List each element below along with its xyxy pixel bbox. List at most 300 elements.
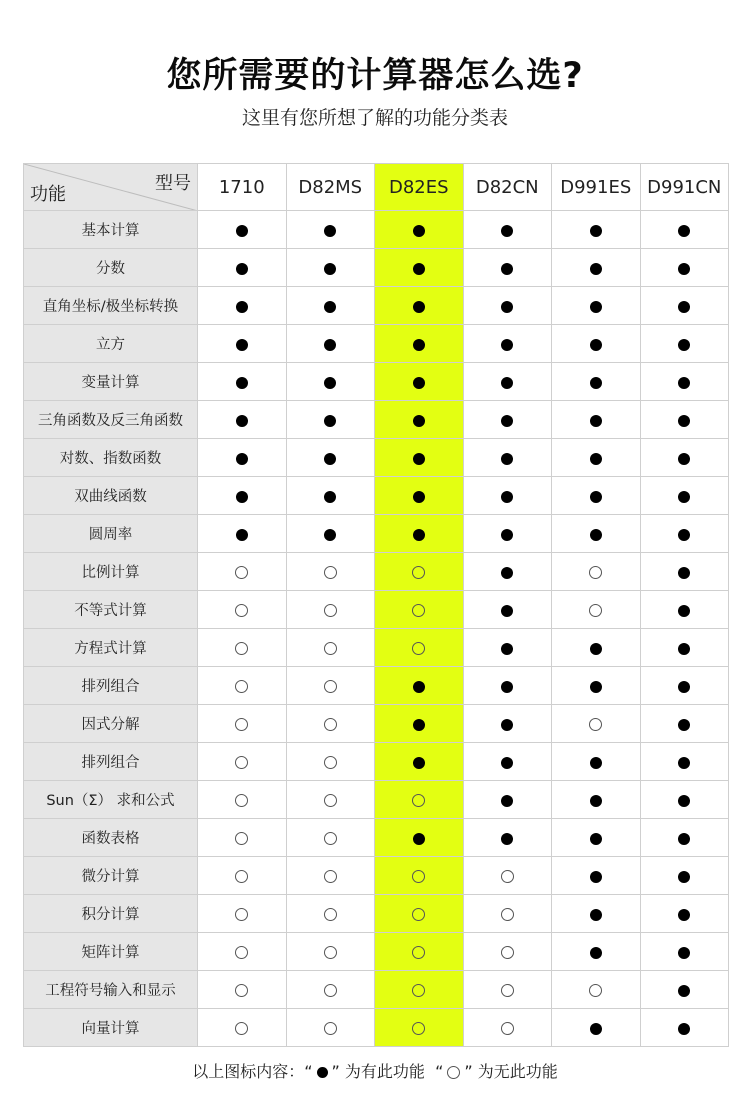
- mark-cell: [463, 287, 552, 325]
- mark-cell: [552, 591, 641, 629]
- mark-cell: [375, 401, 464, 439]
- table-row: [24, 819, 729, 857]
- mark-cell: [286, 439, 375, 477]
- empty-circle-icon: [324, 1022, 337, 1035]
- mark-cell: [463, 325, 552, 363]
- mark-cell: [375, 325, 464, 363]
- function-name: 不等式计算: [24, 591, 198, 629]
- mark-cell: [286, 629, 375, 667]
- filled-circle-icon: [501, 263, 513, 275]
- table-row: [24, 553, 729, 591]
- mark-cell: [286, 401, 375, 439]
- empty-circle-icon: [235, 566, 248, 579]
- mark-cell: [552, 781, 641, 819]
- function-name: 双曲线函数: [24, 477, 198, 515]
- empty-circle-icon: [324, 642, 337, 655]
- mark-cell: [640, 515, 729, 553]
- filled-circle-icon: [324, 263, 336, 275]
- table-body: [24, 211, 729, 1047]
- table-row: [24, 249, 729, 287]
- model-header-d991cn: D991CN: [640, 164, 729, 211]
- function-name: 函数表格: [24, 819, 198, 857]
- mark-cell: [198, 933, 287, 971]
- page-title: 您所需要的计算器怎么选?: [166, 56, 584, 96]
- filled-circle-icon: [236, 415, 248, 427]
- mark-cell: [198, 895, 287, 933]
- filled-circle-icon: [590, 909, 602, 921]
- mark-cell: [198, 819, 287, 857]
- legend-none-label: 为无此功能: [477, 1062, 558, 1081]
- mark-cell: [640, 553, 729, 591]
- function-name: 积分计算: [24, 895, 198, 933]
- filled-circle-icon: [590, 301, 602, 313]
- mark-cell: [286, 249, 375, 287]
- filled-circle-icon: [678, 871, 690, 883]
- filled-circle-icon: [324, 301, 336, 313]
- filled-circle-icon: [413, 225, 425, 237]
- filled-circle-icon: [590, 795, 602, 807]
- filled-circle-icon: [324, 491, 336, 503]
- empty-circle-icon: [324, 908, 337, 921]
- mark-cell: [463, 933, 552, 971]
- filled-circle-icon: [590, 377, 602, 389]
- mark-cell: [463, 591, 552, 629]
- filled-circle-icon: [678, 795, 690, 807]
- filled-circle-icon: [501, 605, 513, 617]
- empty-circle-icon: [324, 604, 337, 617]
- filled-circle-icon: [678, 225, 690, 237]
- empty-circle-icon: [324, 946, 337, 959]
- filled-circle-icon: [678, 757, 690, 769]
- feature-comparison-table: [23, 163, 729, 1047]
- function-name: 分数: [24, 249, 198, 287]
- filled-circle-icon: [590, 833, 602, 845]
- table-row: [24, 287, 729, 325]
- function-name: 微分计算: [24, 857, 198, 895]
- empty-circle-icon: [324, 794, 337, 807]
- mark-cell: [552, 325, 641, 363]
- mark-cell: [198, 629, 287, 667]
- mark-cell: [286, 971, 375, 1009]
- mark-cell: [198, 287, 287, 325]
- corner-function-label: 功能: [30, 184, 66, 205]
- function-name: 圆周率: [24, 515, 198, 553]
- mark-cell: [375, 249, 464, 287]
- function-name: Sun（Σ） 求和公式: [24, 781, 198, 819]
- function-name: 立方: [24, 325, 198, 363]
- mark-cell: [463, 477, 552, 515]
- mark-cell: [552, 667, 641, 705]
- function-name: 方程式计算: [24, 629, 198, 667]
- filled-circle-icon: [678, 605, 690, 617]
- empty-circle-icon: [501, 984, 514, 997]
- filled-circle-icon: [501, 795, 513, 807]
- mark-cell: [286, 325, 375, 363]
- filled-circle-icon: [590, 491, 602, 503]
- mark-cell: [640, 591, 729, 629]
- filled-circle-icon: [324, 339, 336, 351]
- table-row: [24, 1009, 729, 1047]
- filled-circle-icon: [413, 491, 425, 503]
- filled-circle-icon: [413, 529, 425, 541]
- filled-circle-icon: [590, 947, 602, 959]
- empty-circle-icon: [235, 870, 248, 883]
- mark-cell: [640, 629, 729, 667]
- filled-circle-icon: [324, 377, 336, 389]
- mark-cell: [286, 515, 375, 553]
- table-row: [24, 211, 729, 249]
- filled-circle-icon: [501, 833, 513, 845]
- filled-circle-icon: [324, 453, 336, 465]
- table-row: [24, 629, 729, 667]
- function-name: 基本计算: [24, 211, 198, 249]
- mark-cell: [463, 401, 552, 439]
- mark-cell: [552, 401, 641, 439]
- function-name: 工程符号输入和显示: [24, 971, 198, 1009]
- empty-circle-icon: [324, 680, 337, 693]
- filled-circle-icon: [501, 415, 513, 427]
- function-name: 排列组合: [24, 743, 198, 781]
- mark-cell: [552, 477, 641, 515]
- function-name: 直角坐标/极坐标转换: [24, 287, 198, 325]
- empty-circle-icon: [412, 604, 425, 617]
- mark-cell: [286, 933, 375, 971]
- mark-cell: [286, 591, 375, 629]
- mark-cell: [640, 477, 729, 515]
- mark-cell: [463, 1009, 552, 1047]
- filled-circle-icon: [501, 453, 513, 465]
- mark-cell: [286, 477, 375, 515]
- mark-cell: [198, 1009, 287, 1047]
- mark-cell: [375, 287, 464, 325]
- empty-circle-icon: [235, 756, 248, 769]
- mark-cell: [198, 515, 287, 553]
- model-header-d82cn: D82CN: [463, 164, 552, 211]
- mark-cell: [552, 933, 641, 971]
- mark-cell: [640, 287, 729, 325]
- mark-cell: [640, 249, 729, 287]
- mark-cell: [552, 211, 641, 249]
- filled-circle-icon: [413, 339, 425, 351]
- mark-cell: [198, 249, 287, 287]
- filled-circle-icon: [678, 985, 690, 997]
- empty-circle-icon: [412, 984, 425, 997]
- legend-open-quote-2: “: [435, 1062, 444, 1081]
- empty-circle-icon: [235, 680, 248, 693]
- filled-circle-icon: [501, 719, 513, 731]
- mark-cell: [552, 705, 641, 743]
- function-name: 对数、指数函数: [24, 439, 198, 477]
- filled-circle-icon: [678, 491, 690, 503]
- mark-cell: [552, 553, 641, 591]
- empty-circle-icon: [235, 946, 248, 959]
- filled-circle-icon: [236, 453, 248, 465]
- mark-cell: [286, 287, 375, 325]
- filled-circle-icon: [501, 225, 513, 237]
- filled-circle-icon: [678, 453, 690, 465]
- filled-circle-icon: [590, 681, 602, 693]
- filled-circle-icon: [324, 415, 336, 427]
- empty-circle-icon: [412, 1022, 425, 1035]
- table-row: [24, 325, 729, 363]
- mark-cell: [198, 439, 287, 477]
- table-row: [24, 857, 729, 895]
- mark-cell: [198, 781, 287, 819]
- function-name: 排列组合: [24, 667, 198, 705]
- empty-circle-icon: [324, 566, 337, 579]
- filled-circle-icon: [678, 719, 690, 731]
- empty-circle-icon: [235, 642, 248, 655]
- mark-cell: [640, 857, 729, 895]
- mark-cell: [375, 477, 464, 515]
- mark-cell: [198, 705, 287, 743]
- mark-cell: [286, 895, 375, 933]
- mark-cell: [286, 553, 375, 591]
- function-name: 因式分解: [24, 705, 198, 743]
- mark-cell: [198, 667, 287, 705]
- mark-cell: [286, 819, 375, 857]
- empty-circle-icon: [589, 604, 602, 617]
- mark-cell: [640, 933, 729, 971]
- filled-circle-icon: [324, 529, 336, 541]
- filled-circle-icon: [678, 643, 690, 655]
- filled-circle-icon: [501, 491, 513, 503]
- model-header-d82es: D82ES: [375, 164, 464, 211]
- filled-circle-icon: [590, 225, 602, 237]
- filled-circle-icon: [590, 415, 602, 427]
- mark-cell: [286, 363, 375, 401]
- mark-cell: [286, 705, 375, 743]
- mark-cell: [640, 667, 729, 705]
- filled-circle-icon: [236, 263, 248, 275]
- mark-cell: [640, 895, 729, 933]
- table-row: [24, 401, 729, 439]
- mark-cell: [552, 1009, 641, 1047]
- function-name: 变量计算: [24, 363, 198, 401]
- mark-cell: [286, 743, 375, 781]
- filled-circle-icon: [501, 301, 513, 313]
- filled-circle-icon: [236, 301, 248, 313]
- mark-cell: [552, 363, 641, 401]
- mark-cell: [463, 819, 552, 857]
- mark-cell: [552, 629, 641, 667]
- legend-open-quote: “: [304, 1062, 313, 1081]
- empty-circle-icon: [235, 1022, 248, 1035]
- mark-cell: [640, 1009, 729, 1047]
- filled-circle-icon: [678, 263, 690, 275]
- mark-cell: [463, 857, 552, 895]
- filled-circle-icon: [324, 225, 336, 237]
- empty-circle-icon: [324, 756, 337, 769]
- filled-circle-icon: [413, 681, 425, 693]
- mark-cell: [552, 743, 641, 781]
- empty-circle-icon: [501, 908, 514, 921]
- mark-cell: [286, 1009, 375, 1047]
- legend-close-quote: ”: [331, 1062, 340, 1081]
- filled-circle-icon: [678, 681, 690, 693]
- filled-circle-icon: [501, 339, 513, 351]
- mark-cell: [463, 781, 552, 819]
- model-header-d991es: D991ES: [552, 164, 641, 211]
- mark-cell: [198, 325, 287, 363]
- empty-circle-icon: [324, 870, 337, 883]
- mark-cell: [375, 819, 464, 857]
- filled-circle-icon: [413, 301, 425, 313]
- mark-cell: [198, 591, 287, 629]
- table-corner-cell: [24, 164, 198, 211]
- mark-cell: [286, 857, 375, 895]
- mark-cell: [640, 781, 729, 819]
- mark-cell: [463, 249, 552, 287]
- mark-cell: [463, 705, 552, 743]
- filled-circle-icon: [678, 529, 690, 541]
- filled-circle-icon: [590, 263, 602, 275]
- mark-cell: [375, 933, 464, 971]
- filled-circle-icon: [678, 377, 690, 389]
- mark-cell: [375, 515, 464, 553]
- empty-circle-icon: [501, 870, 514, 883]
- corner-model-label: 型号: [155, 173, 191, 194]
- empty-circle-icon: [589, 566, 602, 579]
- filled-circle-icon: [590, 339, 602, 351]
- mark-cell: [375, 705, 464, 743]
- filled-circle-icon: [501, 567, 513, 579]
- mark-cell: [640, 325, 729, 363]
- mark-cell: [640, 363, 729, 401]
- table-row: [24, 439, 729, 477]
- empty-circle-icon: [501, 1022, 514, 1035]
- mark-cell: [463, 743, 552, 781]
- mark-cell: [640, 819, 729, 857]
- mark-cell: [375, 857, 464, 895]
- mark-cell: [375, 1009, 464, 1047]
- mark-cell: [640, 971, 729, 1009]
- mark-cell: [286, 667, 375, 705]
- mark-cell: [463, 363, 552, 401]
- mark-cell: [640, 401, 729, 439]
- mark-cell: [286, 781, 375, 819]
- empty-circle-icon: [324, 718, 337, 731]
- empty-circle-icon: [235, 718, 248, 731]
- mark-cell: [463, 553, 552, 591]
- legend-close-quote-2: ”: [464, 1062, 473, 1081]
- mark-cell: [640, 743, 729, 781]
- mark-cell: [463, 629, 552, 667]
- empty-circle-icon: [235, 908, 248, 921]
- filled-circle-icon: [678, 833, 690, 845]
- filled-circle-icon: [590, 643, 602, 655]
- filled-circle-icon: [413, 719, 425, 731]
- mark-cell: [375, 553, 464, 591]
- filled-circle-icon: [501, 643, 513, 655]
- filled-circle-icon: [678, 415, 690, 427]
- filled-circle-icon: [236, 491, 248, 503]
- mark-cell: [552, 287, 641, 325]
- table-row: [24, 591, 729, 629]
- empty-circle-icon: [324, 984, 337, 997]
- mark-cell: [375, 781, 464, 819]
- empty-circle-icon: [412, 566, 425, 579]
- empty-circle-icon: [412, 870, 425, 883]
- mark-cell: [375, 439, 464, 477]
- empty-circle-icon: [235, 794, 248, 807]
- mark-cell: [463, 667, 552, 705]
- mark-cell: [375, 211, 464, 249]
- filled-circle-icon: [501, 529, 513, 541]
- filled-circle-icon: [678, 339, 690, 351]
- mark-cell: [463, 895, 552, 933]
- filled-circle-icon: [590, 529, 602, 541]
- mark-cell: [375, 667, 464, 705]
- filled-circle-icon: [413, 263, 425, 275]
- mark-cell: [463, 515, 552, 553]
- mark-cell: [552, 515, 641, 553]
- mark-cell: [198, 401, 287, 439]
- mark-cell: [463, 439, 552, 477]
- model-header-1710: 1710: [198, 164, 287, 211]
- empty-circle-icon: [412, 908, 425, 921]
- legend: [0, 1059, 750, 1082]
- table-row: [24, 667, 729, 705]
- table-row: [24, 515, 729, 553]
- filled-circle-icon: [317, 1067, 328, 1078]
- filled-circle-icon: [501, 757, 513, 769]
- filled-circle-icon: [413, 377, 425, 389]
- mark-cell: [375, 591, 464, 629]
- table-row: [24, 705, 729, 743]
- filled-circle-icon: [236, 377, 248, 389]
- mark-cell: [375, 895, 464, 933]
- legend-has-label: 为有此功能: [344, 1062, 425, 1081]
- empty-circle-icon: [589, 718, 602, 731]
- mark-cell: [552, 819, 641, 857]
- model-header-d82ms: D82MS: [286, 164, 375, 211]
- mark-cell: [640, 439, 729, 477]
- mark-cell: [198, 363, 287, 401]
- filled-circle-icon: [413, 757, 425, 769]
- mark-cell: [375, 629, 464, 667]
- table-row: [24, 781, 729, 819]
- table-header-row: [24, 164, 729, 211]
- mark-cell: [552, 857, 641, 895]
- empty-circle-icon: [235, 984, 248, 997]
- filled-circle-icon: [590, 871, 602, 883]
- filled-circle-icon: [413, 833, 425, 845]
- mark-cell: [198, 553, 287, 591]
- mark-cell: [198, 971, 287, 1009]
- mark-cell: [640, 211, 729, 249]
- empty-circle-icon: [324, 832, 337, 845]
- filled-circle-icon: [678, 947, 690, 959]
- mark-cell: [552, 439, 641, 477]
- filled-circle-icon: [236, 339, 248, 351]
- filled-circle-icon: [678, 1023, 690, 1035]
- filled-circle-icon: [678, 909, 690, 921]
- page-subtitle: 这里有您所想了解的功能分类表: [241, 107, 508, 129]
- filled-circle-icon: [501, 377, 513, 389]
- mark-cell: [198, 857, 287, 895]
- empty-circle-icon: [412, 794, 425, 807]
- table-row: [24, 933, 729, 971]
- empty-circle-icon: [235, 604, 248, 617]
- filled-circle-icon: [590, 1023, 602, 1035]
- mark-cell: [463, 211, 552, 249]
- mark-cell: [552, 249, 641, 287]
- filled-circle-icon: [590, 453, 602, 465]
- mark-cell: [640, 705, 729, 743]
- table-row: [24, 971, 729, 1009]
- filled-circle-icon: [236, 225, 248, 237]
